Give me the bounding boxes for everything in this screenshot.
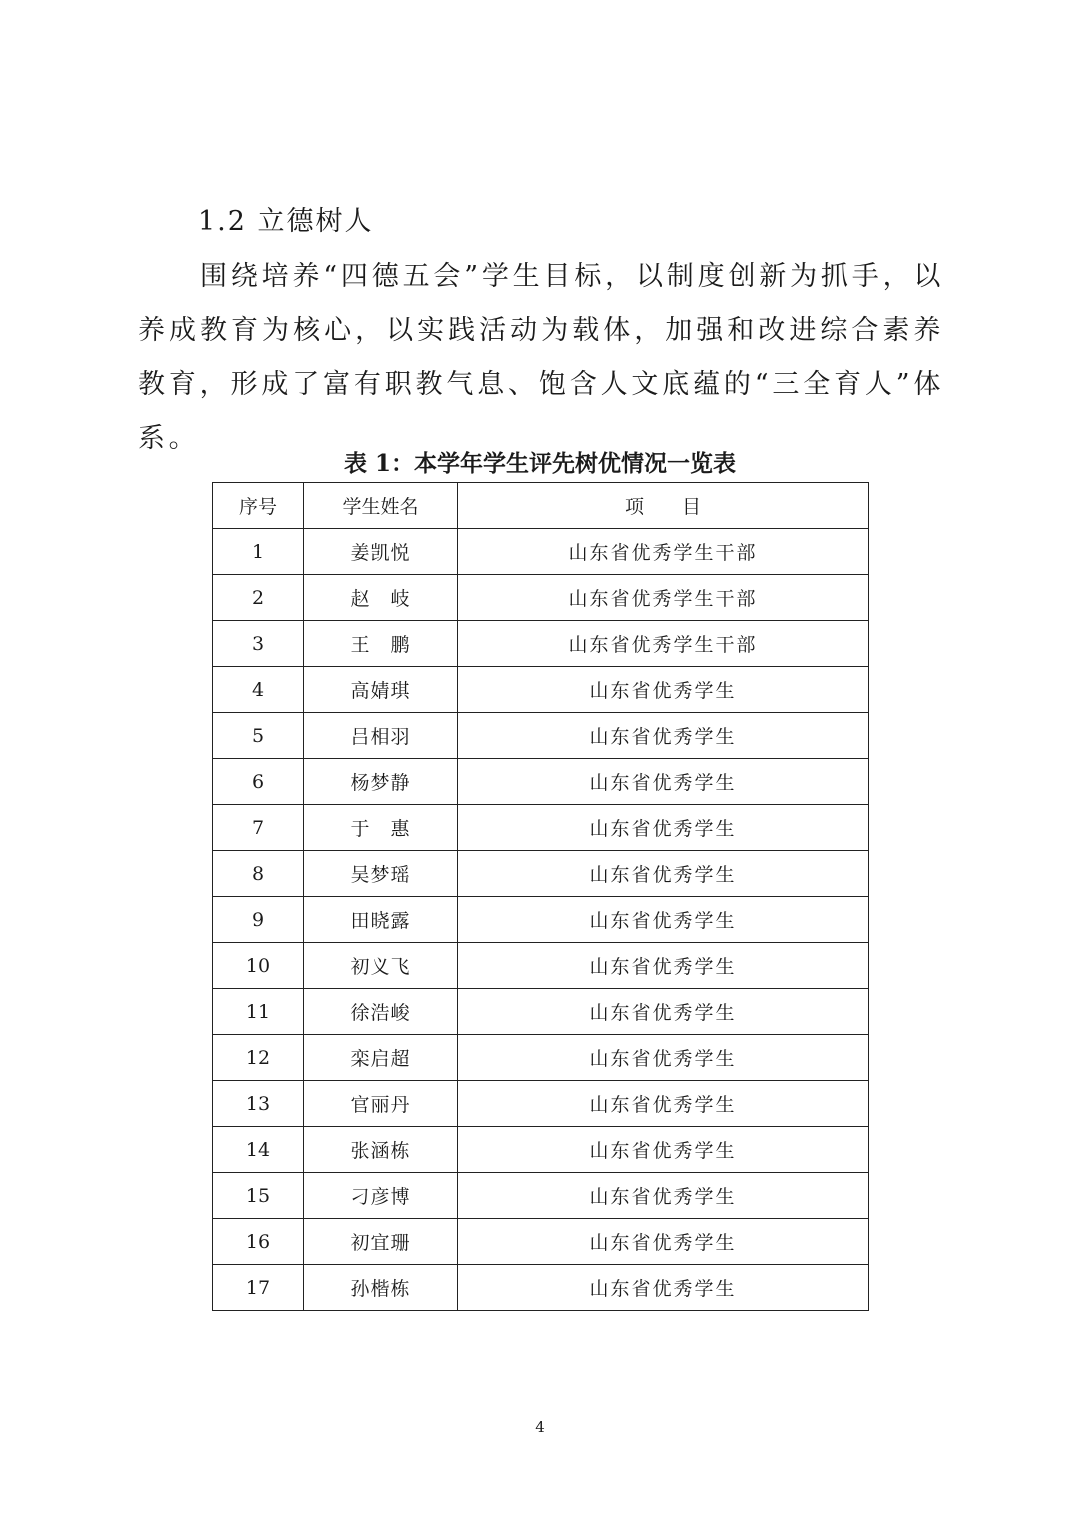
row-index: 13 [213, 1081, 304, 1127]
row-item: 山东省优秀学生 [458, 1173, 869, 1219]
row-item: 山东省优秀学生 [458, 851, 869, 897]
table-row [213, 897, 869, 943]
row-student-name: 王 鹏 [304, 621, 458, 667]
table-row [213, 1081, 869, 1127]
row-item: 山东省优秀学生 [458, 667, 869, 713]
row-index: 8 [213, 851, 304, 897]
row-item: 山东省优秀学生 [458, 897, 869, 943]
awards-table [212, 482, 869, 1311]
row-item: 山东省优秀学生 [458, 805, 869, 851]
row-item: 山东省优秀学生干部 [458, 621, 869, 667]
row-index: 3 [213, 621, 304, 667]
row-student-name: 初义飞 [304, 943, 458, 989]
header-index: 序号 [213, 483, 304, 529]
table-row [213, 575, 869, 621]
row-index: 7 [213, 805, 304, 851]
table-row [213, 1219, 869, 1265]
table-body [213, 529, 869, 1311]
row-index: 10 [213, 943, 304, 989]
row-student-name: 孙楷栋 [304, 1265, 458, 1311]
table-row [213, 943, 869, 989]
row-item: 山东省优秀学生 [458, 1127, 869, 1173]
row-index: 16 [213, 1219, 304, 1265]
row-student-name: 吴梦瑶 [304, 851, 458, 897]
row-student-name: 田晓露 [304, 897, 458, 943]
table-header-row [213, 483, 869, 529]
row-index: 15 [213, 1173, 304, 1219]
table-row [213, 1127, 869, 1173]
body-paragraph: 围绕培养“四德五会”学生目标，以制度创新为抓手，以养成教育为核心，以实践活动为载体，加强和改进综合素养教育，形成了富有职教气息、饱含人文底蕴的“三全育人”体系。 [138, 261, 944, 454]
row-student-name: 张涵栋 [304, 1127, 458, 1173]
row-index: 14 [213, 1127, 304, 1173]
row-item: 山东省优秀学生 [458, 713, 869, 759]
row-item: 山东省优秀学生 [458, 759, 869, 805]
row-student-name: 初宜珊 [304, 1219, 458, 1265]
table-row [213, 621, 869, 667]
table-row [213, 1265, 869, 1311]
row-student-name: 于 惠 [304, 805, 458, 851]
row-item: 山东省优秀学生 [458, 1219, 869, 1265]
row-index: 9 [213, 897, 304, 943]
row-item: 山东省优秀学生 [458, 1265, 869, 1311]
row-student-name: 刁彦博 [304, 1173, 458, 1219]
table-row [213, 851, 869, 897]
row-index: 17 [213, 1265, 304, 1311]
table-row [213, 1035, 869, 1081]
row-index: 2 [213, 575, 304, 621]
row-index: 11 [213, 989, 304, 1035]
section-heading: 1.2 立德树人 [198, 206, 374, 237]
row-student-name: 高婧琪 [304, 667, 458, 713]
table-row [213, 989, 869, 1035]
table-row [213, 667, 869, 713]
row-student-name: 姜凯悦 [304, 529, 458, 575]
row-student-name: 徐浩峻 [304, 989, 458, 1035]
row-student-name: 官丽丹 [304, 1081, 458, 1127]
row-item: 山东省优秀学生干部 [458, 529, 869, 575]
header-item: 项 目 [458, 483, 869, 529]
row-student-name: 吕相羽 [304, 713, 458, 759]
table-row [213, 1173, 869, 1219]
row-index: 6 [213, 759, 304, 805]
row-item: 山东省优秀学生 [458, 1035, 869, 1081]
row-student-name: 杨梦静 [304, 759, 458, 805]
row-item: 山东省优秀学生 [458, 1081, 869, 1127]
row-student-name: 栾启超 [304, 1035, 458, 1081]
row-item: 山东省优秀学生 [458, 989, 869, 1035]
table-row [213, 759, 869, 805]
table-row [213, 805, 869, 851]
table-caption: 表 1：本学年学生评先树优情况一览表 [343, 450, 736, 477]
header-student-name: 学生姓名 [304, 483, 458, 529]
row-index: 12 [213, 1035, 304, 1081]
row-student-name: 赵 岐 [304, 575, 458, 621]
page-number: 4 [535, 1418, 545, 1436]
table-row [213, 529, 869, 575]
awards-table-container [212, 482, 869, 1311]
row-index: 5 [213, 713, 304, 759]
row-item: 山东省优秀学生干部 [458, 575, 869, 621]
row-index: 4 [213, 667, 304, 713]
table-row [213, 713, 869, 759]
row-index: 1 [213, 529, 304, 575]
row-item: 山东省优秀学生 [458, 943, 869, 989]
